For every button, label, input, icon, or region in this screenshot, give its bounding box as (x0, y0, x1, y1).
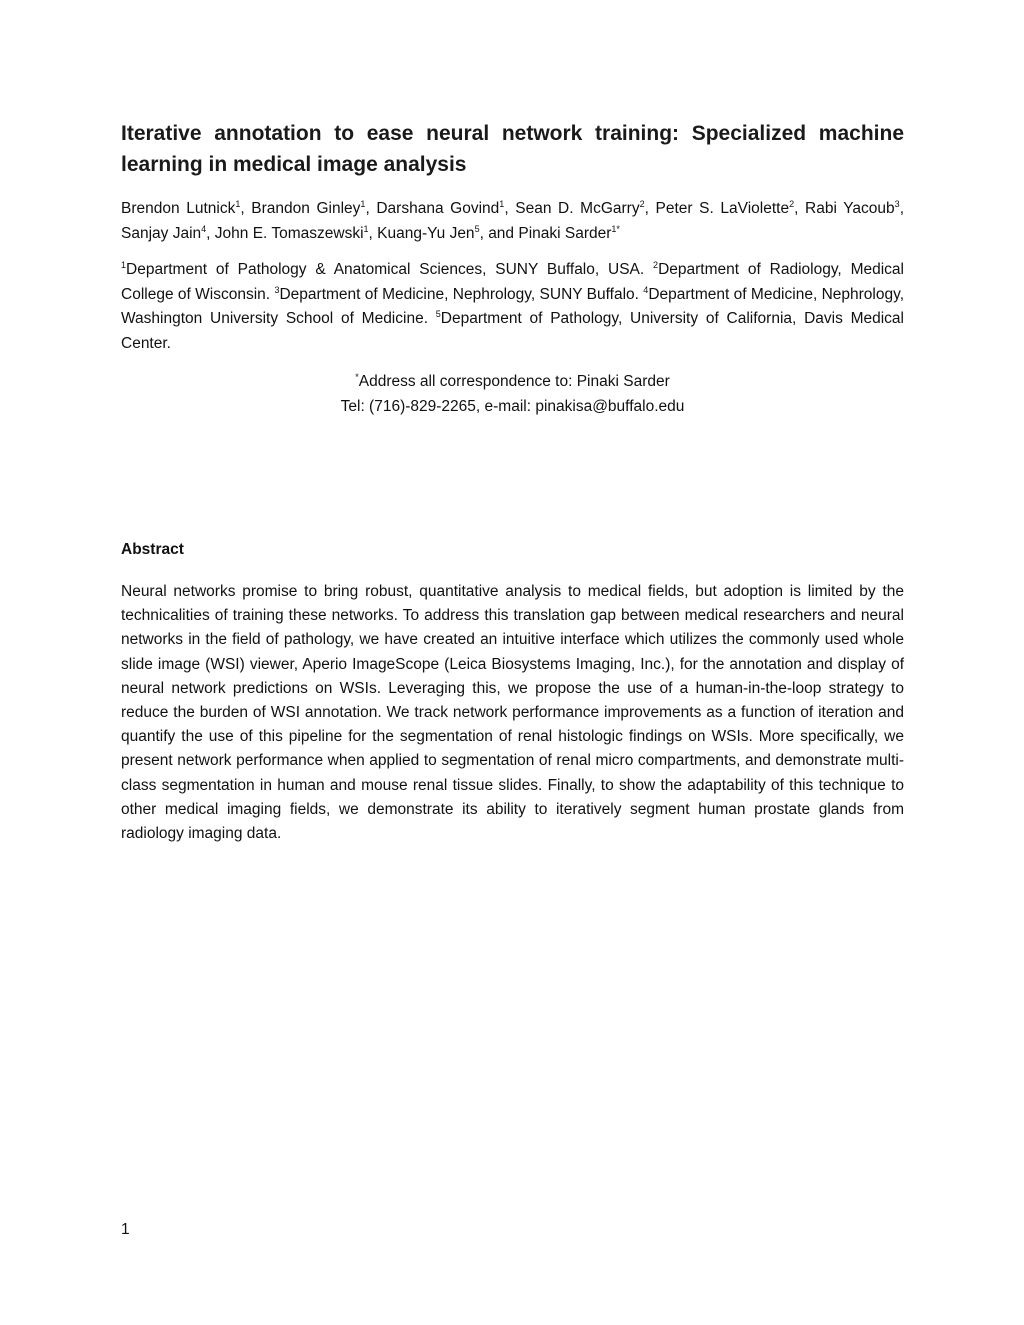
correspondence-contact: Tel: (716)-829-2265, e-mail: pinakisa@buffalo.edu (340, 397, 685, 415)
abstract-heading: Abstract (121, 541, 184, 558)
affiliation: $^4$Department of Medicine, Nephrology, Washington University School of Medicine. (121, 284, 905, 327)
page-number: 1 (121, 1221, 130, 1238)
author-list (121, 196, 904, 246)
author: Pinaki Sarder$^{1*}$ (518, 224, 620, 242)
paper-header (121, 118, 904, 419)
abstract-body: Neural networks promise to bring robust, quantitative analysis to medical fields, but adoption is limited by the technicalities of training these networks. To address this translation gap between medical researchers and neural networks in the field of pathology, we have created an intuitive interface which utilizes the commonly used whole slide image (WSI) viewer, Aperio ImageScope (Leica Biosystems Imaging, Inc.), for the annotation and display of neural network predictions on WSIs. Leveraging this, we propose the use of a human-in-the-loop strategy to reduce the burden of WSI annotation. We track network performance improvements as a function of iteration and quantify the use of this pipeline for the segmentation of renal histologic findings on WSIs. More specifically, we present network performance when applied to segmentation of renal micro compartments, and demonstrate multi-class segmentation in human and mouse renal tissue slides. Finally, to show the adaptability of this technique to other medical imaging fields, we demonstrate its ability to iteratively segment human prostate glands from radiology imaging data. (121, 583, 904, 843)
affiliation: $^3$Department of Medicine, Nephrology, SUNY Buffalo. (274, 284, 644, 303)
author: Brendon Lutnick$^1$, (121, 199, 252, 217)
author: Kuang-Yu Jen$^5$, and (377, 224, 519, 242)
affiliations (121, 258, 904, 356)
author: Rabi Yacoub$^3$, (805, 199, 904, 217)
author: Sanjay Jain$^4$, (121, 224, 215, 242)
author: John E. Tomaszewski$^1$, (214, 224, 378, 242)
author: Peter S. LaViolette$^2$, (655, 199, 806, 217)
author: Sean D. McGarry$^2$, (515, 199, 656, 217)
paper-title: Iterative annotation to ease neural network training: Specialized machine learning in medical image analysis (121, 122, 904, 176)
correspondence-address: *Address all correspondence to: Pinaki Sarder (355, 372, 670, 390)
author: Brandon Ginley$^1$, (251, 199, 377, 217)
author: Darshana Govind$^1$, (376, 199, 516, 217)
affiliation: $^2$Department of Radiology, Medical College of Wisconsin. (121, 260, 904, 303)
affiliation: $^1$Department of Pathology & Anatomical Sciences, SUNY Buffalo, USA. (121, 260, 654, 278)
affiliation: $^5$Department of Pathology, University of California, Davis Medical Center. (121, 309, 904, 352)
